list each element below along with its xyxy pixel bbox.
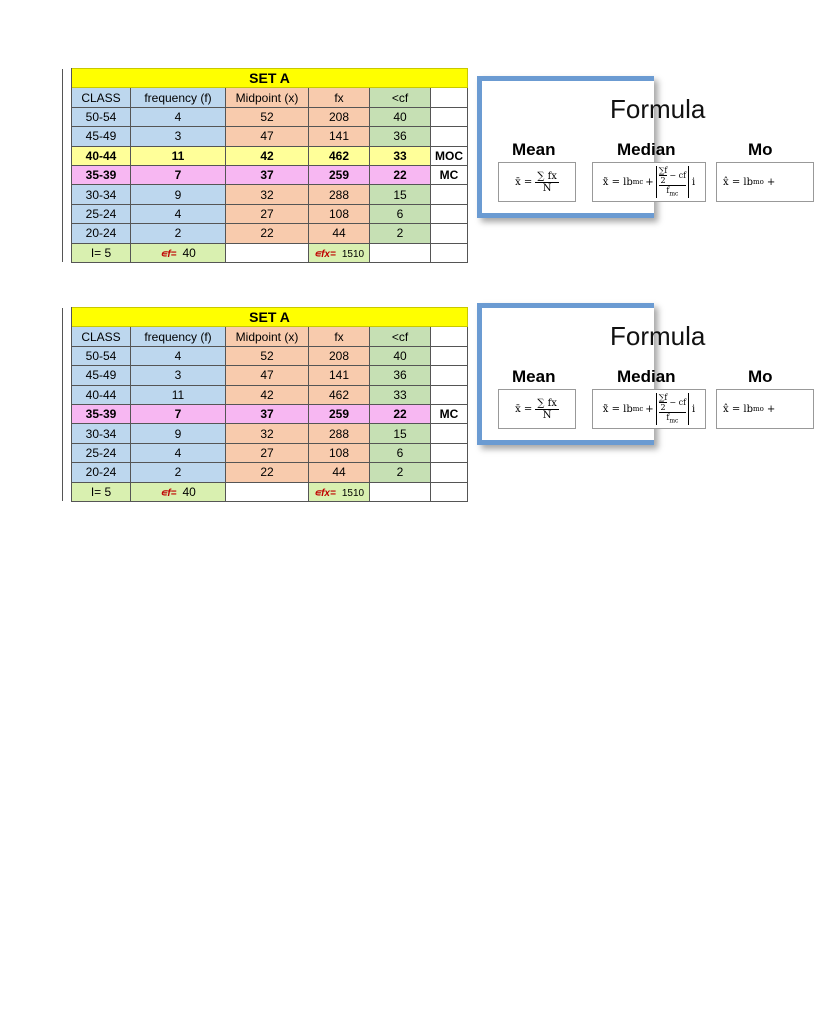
frequency-cell: 9 (131, 185, 226, 204)
median-i: i (692, 176, 696, 188)
table-row (63, 127, 468, 146)
row-stub (63, 107, 72, 126)
midpoint-cell: 37 (226, 165, 309, 184)
mode-lhs-sub: mo (752, 405, 764, 413)
sum-f-label: ∊f= (160, 487, 177, 499)
tag-cell (431, 366, 468, 385)
title-row (63, 69, 468, 88)
header-midpoint: Midpoint (x) (226, 88, 309, 107)
cf-cell: 40 (370, 346, 431, 365)
midpoint-cell: 52 (226, 107, 309, 126)
sum-f-label: ∊f= (160, 248, 177, 260)
table-row (63, 107, 468, 126)
row-stub (63, 385, 72, 404)
mode-plus: + (766, 403, 776, 415)
sum-fx-cell (309, 243, 370, 262)
midpoint-cell: 37 (226, 404, 309, 423)
median-minus: − cf (669, 171, 687, 181)
mean-label: Mean (512, 140, 556, 159)
table-row (63, 165, 468, 184)
fx-cell: 208 (309, 107, 370, 126)
totals-row (63, 482, 468, 501)
row-stub (63, 404, 72, 423)
sum-f-value: 40 (182, 484, 196, 499)
cf-cell: 33 (370, 385, 431, 404)
class-cell: 35-39 (72, 404, 131, 423)
tag-cell (431, 463, 468, 482)
row-stub (63, 424, 72, 443)
fx-cell: 259 (309, 404, 370, 423)
frequency-cell: 4 (131, 346, 226, 365)
mode-label: Mo (748, 367, 773, 386)
midpoint-cell: 42 (226, 146, 309, 165)
header-class: CLASS (72, 88, 131, 107)
median-i: i (692, 403, 696, 415)
table-row (63, 204, 468, 223)
class-cell: 35-39 (72, 165, 131, 184)
fx-cell: 108 (309, 204, 370, 223)
midpoint-cell: 27 (226, 443, 309, 462)
mode-label: Mo (748, 140, 773, 159)
tag-cell (431, 204, 468, 223)
sum-f-value: 40 (182, 245, 196, 260)
mean-numerator: ∑ fx (537, 397, 557, 409)
mean-numerator: ∑ fx (537, 170, 557, 182)
header-row (63, 327, 468, 346)
fx-cell: 462 (309, 385, 370, 404)
fx-cell: 44 (309, 463, 370, 482)
formula-title: Formula (610, 321, 706, 351)
tag-cell (431, 127, 468, 146)
median-bracket (656, 393, 689, 425)
table-row (63, 146, 468, 165)
header-fx: fx (309, 88, 370, 107)
sum-fx-label: ∊fx= (313, 248, 336, 260)
tag-cell: MC (431, 165, 468, 184)
empty-cell (431, 482, 468, 501)
row-stub (63, 224, 72, 243)
frequency-cell: 11 (131, 146, 226, 165)
median-formula: x̃ = lb mc + ∑f 2 − cf $f_{mc}$ i (592, 162, 706, 202)
table-row (63, 224, 468, 243)
fx-cell: 288 (309, 185, 370, 204)
class-cell: 40-44 (72, 146, 131, 165)
empty-cell (226, 243, 309, 262)
header-row (63, 88, 468, 107)
frequency-table-1 (62, 68, 468, 263)
tag-cell (431, 224, 468, 243)
table-row (63, 185, 468, 204)
tag-cell (431, 443, 468, 462)
formula-panel-1 (482, 78, 782, 198)
cf-cell: 22 (370, 165, 431, 184)
fx-cell: 288 (309, 424, 370, 443)
mode-lhs: x̂ = lb (723, 403, 753, 415)
cf-cell: 6 (370, 204, 431, 223)
median-inner-bottom: 2 (660, 403, 666, 413)
midpoint-cell: 32 (226, 185, 309, 204)
mode-formula (716, 162, 814, 202)
cf-cell: 36 (370, 366, 431, 385)
midpoint-cell: 22 (226, 463, 309, 482)
frequency-cell: 3 (131, 366, 226, 385)
median-fraction (659, 393, 686, 425)
formula-panel-2 (482, 305, 782, 425)
median-inner-top: ∑f (658, 166, 668, 176)
row-stub (63, 185, 72, 204)
row-stub (63, 127, 72, 146)
row-stub (63, 69, 72, 88)
median-inner-fraction (659, 393, 668, 412)
median-lhs-sub: mc (632, 405, 644, 413)
header-cf: <cf (370, 327, 431, 346)
tag-cell (431, 424, 468, 443)
sum-fx-cell (309, 482, 370, 501)
frequency-cell: 4 (131, 443, 226, 462)
class-cell: 30-34 (72, 185, 131, 204)
cf-cell: 33 (370, 146, 431, 165)
row-stub (63, 165, 72, 184)
frequency-cell: 2 (131, 224, 226, 243)
table-row (63, 346, 468, 365)
median-fraction (659, 166, 686, 198)
header-cf: <cf (370, 88, 431, 107)
header-frequency: frequency (f) (131, 327, 226, 346)
empty-cell (370, 482, 431, 501)
empty-cell (370, 243, 431, 262)
empty-cell (226, 482, 309, 501)
median-label: Median (617, 367, 676, 386)
row-stub (63, 308, 72, 327)
median-minus: − cf (669, 398, 687, 408)
mean-fraction (535, 398, 559, 421)
tag-cell (431, 185, 468, 204)
table-title: SET A (72, 69, 468, 88)
class-cell: 20-24 (72, 224, 131, 243)
tag-cell (431, 88, 468, 107)
tag-cell (431, 385, 468, 404)
mean-label: Mean (512, 367, 556, 386)
median-lhs: x̃ = lb (602, 403, 633, 415)
cf-cell: 36 (370, 127, 431, 146)
tag-cell: MOC (431, 146, 468, 165)
table-row (63, 443, 468, 462)
title-row (63, 308, 468, 327)
formula-title: Formula (610, 94, 706, 124)
mean-lhs: x̄ = (515, 176, 533, 188)
class-cell: 40-44 (72, 385, 131, 404)
midpoint-cell: 47 (226, 366, 309, 385)
class-cell: 45-49 (72, 127, 131, 146)
median-lhs: x̃ = lb (602, 176, 633, 188)
frequency-cell: 4 (131, 204, 226, 223)
tag-cell: MC (431, 404, 468, 423)
fx-cell: 208 (309, 346, 370, 365)
table-row (63, 463, 468, 482)
table-title: SET A (72, 308, 468, 327)
totals-row (63, 243, 468, 262)
table-row (63, 424, 468, 443)
mode-lhs: x̂ = lb (723, 176, 753, 188)
row-stub (63, 327, 72, 346)
sum-f-cell (131, 243, 226, 262)
tag-cell (431, 327, 468, 346)
fx-cell: 44 (309, 224, 370, 243)
sum-fx-label: ∊fx= (313, 487, 336, 499)
cf-cell: 2 (370, 463, 431, 482)
mode-lhs-sub: mo (752, 178, 764, 186)
class-cell: 25-24 (72, 443, 131, 462)
mean-denominator: N (542, 182, 552, 194)
median-bracket (656, 166, 689, 198)
mean-fraction (535, 171, 559, 194)
cf-cell: 2 (370, 224, 431, 243)
mode-formula (716, 389, 814, 429)
fx-cell: 141 (309, 366, 370, 385)
row-stub (63, 146, 72, 165)
header-midpoint: Midpoint (x) (226, 327, 309, 346)
frequency-cell: 3 (131, 127, 226, 146)
frequency-cell: 7 (131, 165, 226, 184)
median-inner-top: ∑f (658, 393, 668, 403)
row-stub (63, 243, 72, 262)
midpoint-cell: 27 (226, 204, 309, 223)
tag-cell (431, 107, 468, 126)
cf-cell: 15 (370, 185, 431, 204)
median-formula: x̃ = lb mc + ∑f 2 − cf $f_{mc}$ i (592, 389, 706, 429)
row-stub (63, 88, 72, 107)
median-inner-fraction (659, 166, 668, 185)
mean-lhs: x̄ = (515, 403, 533, 415)
table-row (63, 385, 468, 404)
fx-cell: 259 (309, 165, 370, 184)
sum-fx-value: 1510 (341, 487, 365, 499)
row-stub (63, 366, 72, 385)
median-denominator: $f_{mc}$ (666, 186, 679, 198)
frequency-table-2 (62, 307, 468, 502)
midpoint-cell: 22 (226, 224, 309, 243)
class-cell: 30-34 (72, 424, 131, 443)
class-cell: 50-54 (72, 107, 131, 126)
class-cell: 50-54 (72, 346, 131, 365)
mean-formula (498, 389, 576, 429)
row-stub (63, 443, 72, 462)
mode-plus: + (766, 176, 776, 188)
fx-cell: 462 (309, 146, 370, 165)
mean-formula (498, 162, 576, 202)
frequency-cell: 11 (131, 385, 226, 404)
frequency-cell: 7 (131, 404, 226, 423)
cf-cell: 22 (370, 404, 431, 423)
median-numerator (659, 393, 686, 413)
cf-cell: 40 (370, 107, 431, 126)
row-stub (63, 346, 72, 365)
median-inner-bottom: 2 (660, 176, 666, 186)
header-frequency: frequency (f) (131, 88, 226, 107)
frequency-cell: 2 (131, 463, 226, 482)
class-cell: 25-24 (72, 204, 131, 223)
cf-cell: 6 (370, 443, 431, 462)
fx-cell: 108 (309, 443, 370, 462)
fx-cell: 141 (309, 127, 370, 146)
median-lhs-sub: mc (632, 178, 644, 186)
table-row (63, 366, 468, 385)
midpoint-cell: 52 (226, 346, 309, 365)
interval-cell: I= 5 (72, 482, 131, 501)
sum-f-cell (131, 482, 226, 501)
mean-denominator: N (542, 409, 552, 421)
row-stub (63, 482, 72, 501)
frequency-cell: 4 (131, 107, 226, 126)
header-class: CLASS (72, 327, 131, 346)
row-stub (63, 463, 72, 482)
table-row (63, 404, 468, 423)
midpoint-cell: 42 (226, 385, 309, 404)
interval-cell: I= 5 (72, 243, 131, 262)
class-cell: 20-24 (72, 463, 131, 482)
midpoint-cell: 32 (226, 424, 309, 443)
class-cell: 45-49 (72, 366, 131, 385)
median-label: Median (617, 140, 676, 159)
frequency-cell: 9 (131, 424, 226, 443)
sum-fx-value: 1510 (341, 248, 365, 260)
cf-cell: 15 (370, 424, 431, 443)
midpoint-cell: 47 (226, 127, 309, 146)
median-numerator (659, 166, 686, 186)
header-fx: fx (309, 327, 370, 346)
median-denominator: $f_{mc}$ (666, 413, 679, 425)
tag-cell (431, 346, 468, 365)
empty-cell (431, 243, 468, 262)
row-stub (63, 204, 72, 223)
